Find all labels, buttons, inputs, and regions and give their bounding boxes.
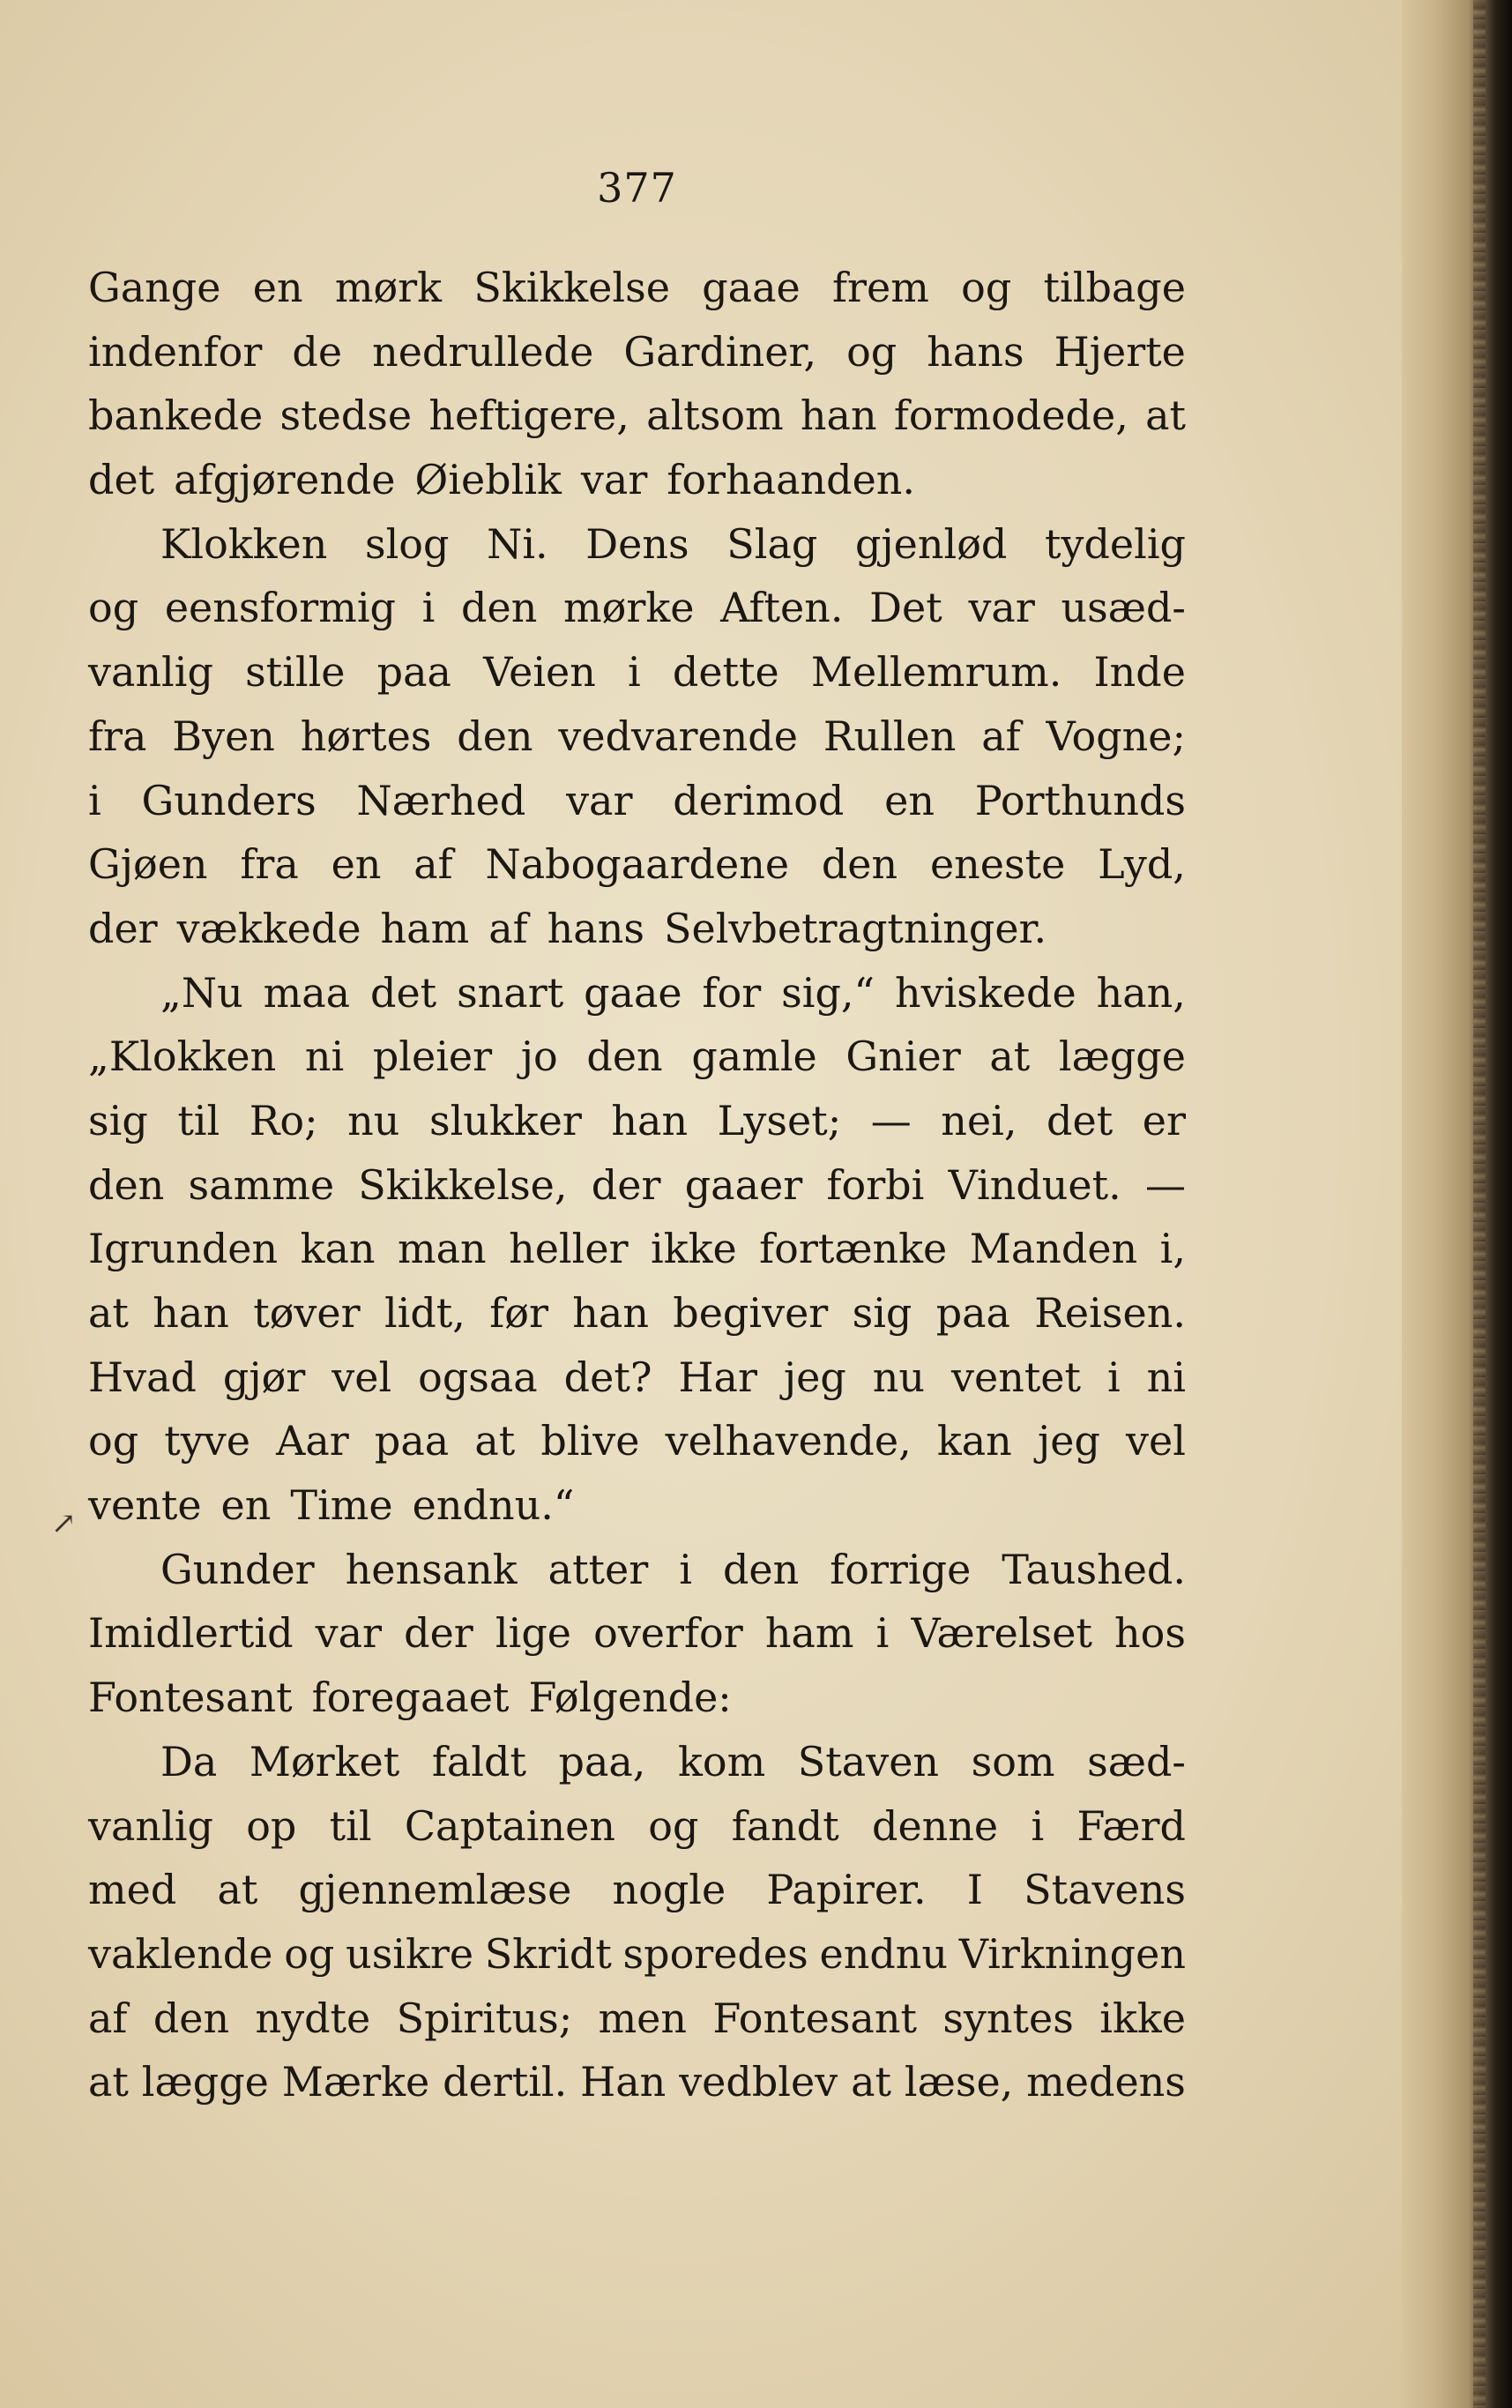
text-line: bankede stedse heftigere, altsom han formodede, at bbox=[88, 391, 1186, 440]
text-line: Da Mørket faldt paa, kom Staven som sæd- bbox=[160, 1737, 1186, 1785]
text-line: Fontesant foregaaet Følgende: bbox=[88, 1674, 732, 1722]
text-line: og eensformig i den mørke Aften. Det var usæd- bbox=[88, 584, 1186, 632]
text-line: vaklende og usikre Skridt sporedes endnu Virkningen bbox=[88, 1929, 1186, 1978]
text-line: Gjøen fra en af Nabogaardene den eneste Lyd, bbox=[88, 840, 1186, 889]
text-line: „Nu maa det snart gaae for sig,“ hviskede han, bbox=[160, 968, 1186, 1017]
text-line: i Gunders Nærhed var derimod en Porthunds bbox=[88, 776, 1186, 824]
text-line: at han tøver lidt, før han begiver sig paa Reisen. bbox=[88, 1289, 1186, 1337]
text-line: at lægge Mærke dertil. Han vedblev at læse, medens bbox=[88, 2058, 1186, 2106]
text-line: og tyve Aar paa at blive velhavende, kan jeg vel bbox=[88, 1417, 1186, 1465]
text-line: med at gjennemlæse nogle Papirer. I Stavens bbox=[88, 1866, 1186, 1914]
page-edge-texture bbox=[1473, 0, 1486, 2408]
text-line: sig til Ro; nu slukker han Lyset; — nei, det er bbox=[88, 1096, 1186, 1144]
book-gutter-shadow bbox=[1402, 0, 1512, 2408]
page-number: 377 bbox=[597, 164, 677, 212]
text-line: fra Byen hørtes den vedvarende Rullen af Vogne; bbox=[88, 712, 1186, 760]
text-line: indenfor de nedrullede Gardiner, og hans Hjerte bbox=[88, 327, 1186, 376]
text-line: af den nydte Spiritus; men Fontesant syntes ikke bbox=[88, 1994, 1186, 2042]
text-line: vanlig stille paa Veien i dette Mellemrum. Inde bbox=[88, 648, 1186, 697]
margin-annotation: ↗ bbox=[51, 1506, 77, 1541]
text-line: vente en Time endnu.“ bbox=[88, 1481, 575, 1530]
text-line: den samme Skikkelse, der gaaer forbi Vinduet. — bbox=[88, 1160, 1186, 1209]
body-text bbox=[88, 256, 1186, 2114]
text-line: Gange en mørk Skikkelse gaae frem og tilbage bbox=[88, 264, 1186, 311]
text-line: Klokken slog Ni. Dens Slag gjenlød tydelig bbox=[160, 519, 1186, 568]
text-line: det afgjørende Øieblik var forhaanden. bbox=[88, 456, 916, 504]
text-line: Hvad gjør vel ogsaa det? Har jeg nu ventet i ni bbox=[88, 1353, 1186, 1401]
text-line: Gunder hensank atter i den forrige Taushed. bbox=[160, 1545, 1186, 1593]
text-line: der vækkede ham af hans Selvbetragtninger. bbox=[88, 904, 1047, 952]
text-line: vanlig op til Captainen og fandt denne i Færd bbox=[88, 1801, 1186, 1850]
text-line: „Klokken ni pleier jo den gamle Gnier at lægge bbox=[88, 1033, 1186, 1081]
text-line: Igrunden kan man heller ikke fortænke Manden i, bbox=[88, 1225, 1186, 1273]
text-line: Imidlertid var der lige overfor ham i Værelset hos bbox=[88, 1609, 1186, 1658]
